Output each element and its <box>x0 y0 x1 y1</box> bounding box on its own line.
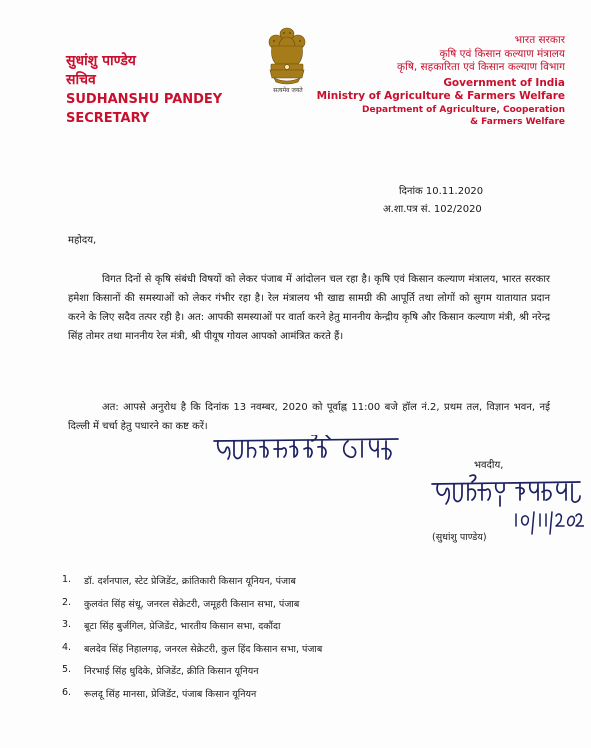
sender-block <box>66 52 222 128</box>
emblem-motto: सत्यमेव जयते <box>273 87 303 94</box>
ministry-line-en-4: & Farmers Welfare <box>470 116 565 127</box>
list-item-text: रूलदू सिंह मानसा, प्रेजिडेंट, पंजाब किसान यूनियन <box>84 688 257 700</box>
list-item-number: 2. <box>62 596 72 608</box>
list-item-text: कुलवंत सिंह संधू, जनरल सेक्रेटरी, जमूहरी किसान सभा, पंजाब <box>84 598 300 610</box>
handwritten-signature <box>430 474 586 510</box>
ministry-line-en-2: Ministry of Agriculture & Farmers Welfare <box>316 90 565 102</box>
ministry-line-en-1: Government of India <box>443 76 565 89</box>
list-item-number: 6. <box>62 686 72 698</box>
list-item <box>62 574 322 597</box>
list-item <box>62 687 322 710</box>
sender-designation-english: SECRETARY <box>66 111 150 126</box>
list-item <box>62 597 322 620</box>
list-item-text: डॉ. दर्शनपाल, स्टेट प्रेजिडेंट, क्रांतिकारी किसान यूनियन, पंजाब <box>84 576 296 587</box>
ministry-line-hi-2: कृषि एवं किसान कल्याण मंत्रालय <box>439 47 565 60</box>
list-item-number: 1. <box>62 574 72 585</box>
list-item <box>62 664 322 687</box>
list-item-text: बलदेव सिंह निहालगढ़, जनरल सेक्रेटरी, कुल हिंद किसान सभा, पंजाब <box>84 643 323 655</box>
list-item <box>62 619 322 642</box>
ministry-line-en-3: Department of Agriculture, Cooperation <box>362 104 565 115</box>
list-item-number: 4. <box>62 641 72 653</box>
list-item-text: निरभाई सिंह धुदिके, प्रेजिडेंट, क्रीति किसान यूनियन <box>84 666 259 677</box>
body-paragraph-2: अत: आपसे अनुरोध है कि दिनांक 13 नवम्बर, 2020 को पूर्वाह्न 11:00 बजे हॉल नं.2, प्रथम तल, विज्ञान भवन, नई दिल्ली में चर्चा हेतु पधारने का कष्ट करें। <box>68 402 550 432</box>
ministry-line-hi-3: कृषि, सहकारिता एवं किसान कल्याण विभाग <box>397 61 565 73</box>
ministry-letterhead <box>317 34 565 128</box>
list-item-text: बूटा सिंह बुर्जगिल, प्रेजिडेंट, भारतीय किसान सभा, दकौंदा <box>84 621 281 632</box>
list-item <box>62 642 322 665</box>
sender-name-hindi: सुधांशु पाण्डेय <box>66 53 136 69</box>
closing-yours: भवदीय, <box>474 460 504 471</box>
reference-block <box>383 183 483 219</box>
recipients-list <box>62 574 322 709</box>
signatory-name: (सुधांशु पाण्डेय) <box>432 532 487 543</box>
handwritten-date <box>512 510 584 536</box>
letter-date: दिनांक 10.11.2020 <box>399 186 484 197</box>
handwritten-wishes <box>212 435 402 469</box>
sender-designation-hindi: सचिव <box>66 72 96 88</box>
body-paragraph-1: विगत दिनों से कृषि संबंधी विषयों को लेकर पंजाब में आंदोलन चल रहा है। कृषि एवं किसान कल्याण मंत्रालय, भारत सरकार हमेशा किसानों की समस्याओं को लेकर गंभीर रहा है। रेल मंत्रालय भी खाद्य सामग्री की आपूर्ति तथा लोगों को सुगम यातायात प्रदान करने के लिए सदैव तत्पर रही है। अत: आपकी समस्याओं पर वार्ता करने हेतु माननीय केन्द्रीय कृषि और किसान कल्याण मंत्री, श्री नरेन्द्र सिंह तोमर तथा माननीय रेल मंत्री, श्री पीयूष गोयल आपको आमंत्रित करते हैं। <box>68 274 550 342</box>
list-item-number: 3. <box>62 619 72 630</box>
letter-number: अ.शा.पत्र सं. 102/2020 <box>383 204 482 215</box>
salutation: महोदय, <box>68 235 97 246</box>
list-item-number: 5. <box>62 664 72 675</box>
sender-name-english: SUDHANSHU PANDEY <box>66 92 223 107</box>
ministry-line-hi-1: भारत सरकार <box>514 34 565 46</box>
